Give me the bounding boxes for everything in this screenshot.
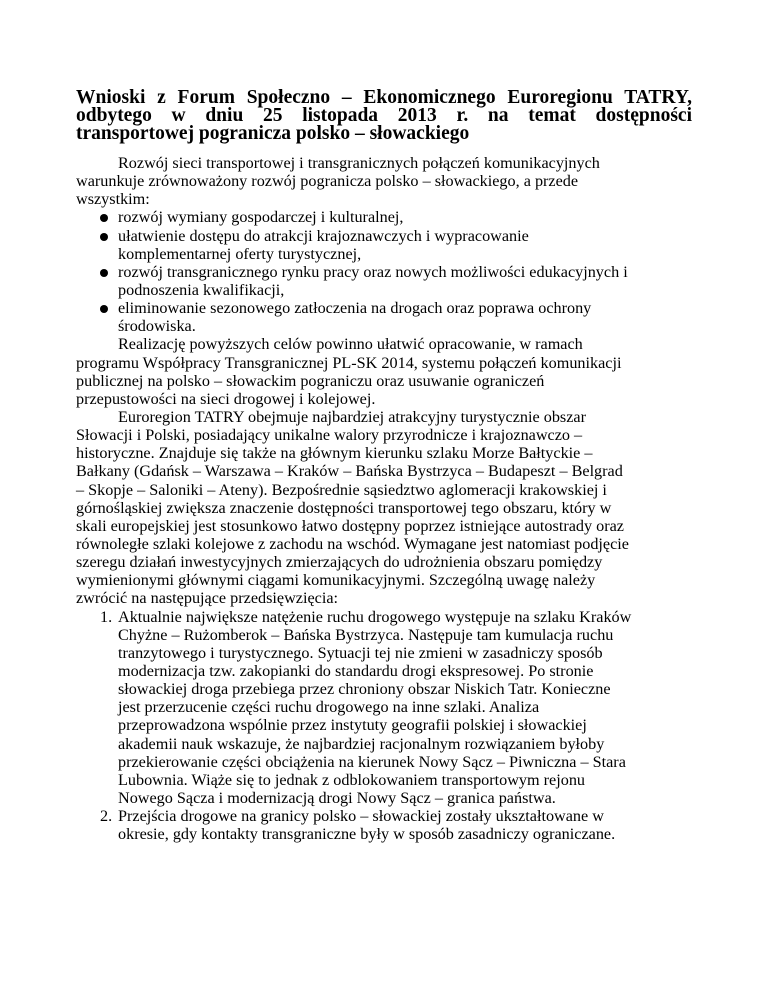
text-line: okresie, gdy kontakty transgraniczne były w sposób zasadniczy ograniczane. bbox=[118, 825, 616, 844]
bullet-icon bbox=[100, 305, 108, 313]
list-number: 1. bbox=[100, 607, 113, 626]
text-line: Chyżne – Rużomberok – Bańska Bystrzyca. Następuje tam kumulacja ruchu bbox=[118, 625, 614, 644]
text-line: słowackiej droga przebiega przez chroniony obszar Niskich Tatr. Konieczne bbox=[118, 680, 611, 699]
text-line: modernizacja tzw. zakopianki do standardu drogi ekspresowej. Po stronie bbox=[118, 661, 594, 680]
title-line: transportowej pogranicza polsko – słowackiego bbox=[76, 123, 470, 145]
text-line: Realizację powyższych celów powinno ułatwić opracowanie, w ramach bbox=[118, 335, 583, 354]
text-line: historyczne. Znajduje się także na głównym kierunku szlaku Morze Bałtyckie – bbox=[76, 444, 593, 463]
bullet-item bbox=[76, 227, 716, 263]
text-line: jest przerzucenie części ruchu drogowego na inne szlaki. Analiza bbox=[118, 698, 540, 717]
text-line: Aktualnie największe natężenie ruchu drogowego występuje na szlaku Kraków bbox=[118, 607, 632, 626]
intro-paragraph bbox=[76, 154, 716, 208]
text-line: ułatwienie dostępu do atrakcji krajoznawczych i wypracowanie bbox=[118, 226, 529, 245]
text-line: górnośląskiej zwiększa znaczenie dostępności transportowej tego obszaru, który w bbox=[76, 498, 612, 517]
bullet-item bbox=[76, 263, 716, 299]
text-line: równoległe szlaki kolejowe z zachodu na wschód. Wymagane jest natomiast podjęcie bbox=[76, 534, 629, 553]
text-line: Słowacji i Polski, posiadający unikalne walory przyrodnicze i krajoznawczo – bbox=[76, 426, 583, 445]
bullet-icon bbox=[100, 214, 108, 222]
euroregion-paragraph bbox=[76, 408, 716, 608]
text-line: przekierowanie części obciążenia na kierunek Nowy Sącz – Piwniczna – Stara bbox=[118, 752, 626, 771]
text-line: – Skopje – Saloniki – Ateny). Bezpośrednie sąsiedztwo aglomeracji krakowskiej i bbox=[76, 480, 607, 499]
title-line: odbytego w dniu 25 listopada 2013 r. na temat dostępności bbox=[76, 105, 692, 127]
text-line: Bałkany (Gdańsk – Warszawa – Kraków – Bańska Bystrzyca – Budapeszt – Belgrad bbox=[76, 462, 623, 481]
text-line: programu Współpracy Transgranicznej PL-SK 2014, systemu połączeń komunikacji bbox=[76, 353, 622, 372]
text-line: przeprowadzona wspólnie przez instytuty geografii polskiej i słowackiej bbox=[118, 716, 587, 735]
text-line: akademii nauk wskazuje, że najbardziej racjonalnym rozwiązaniem byłoby bbox=[118, 734, 605, 753]
text-line: przepustowości na sieci drogowej i kolejowej. bbox=[76, 389, 376, 408]
numbered-list bbox=[76, 608, 716, 844]
text-line: Nowego Sącza i modernizacją drogi Nowy Sącz – granica państwa. bbox=[118, 788, 556, 807]
text-line: wymienionymi głównymi ciągami komunikacyjnymi. Szczególną uwagę należy bbox=[76, 571, 596, 590]
text-line: rozwój wymiany gospodarczej i kulturalnej, bbox=[118, 208, 404, 227]
document-body bbox=[76, 154, 716, 843]
text-line: publicznej na polsko – słowackim pograniczu oraz usuwanie ograniczeń bbox=[76, 371, 545, 390]
list-number: 2. bbox=[100, 807, 113, 826]
bullet-list bbox=[76, 208, 716, 335]
text-line: wszystkim: bbox=[76, 190, 150, 209]
bullet-item bbox=[76, 299, 716, 335]
bullet-icon bbox=[100, 269, 108, 277]
text-line: zwrócić na następujące przedsięwzięcia: bbox=[76, 589, 338, 608]
text-line: tranzytowego i turystycznego. Sytuacji tej nie zmieni w zasadniczy sposób bbox=[118, 643, 603, 662]
realizacja-paragraph bbox=[76, 335, 716, 408]
bullet-icon bbox=[100, 233, 108, 241]
numbered-item bbox=[76, 608, 716, 808]
bullet-item bbox=[76, 208, 716, 226]
text-line: warunkuje zrównoważony rozwój pogranicza polsko – słowackiego, a przede bbox=[76, 172, 579, 191]
document-title bbox=[76, 86, 692, 145]
text-line: podnoszenia kwalifikacji, bbox=[118, 280, 285, 299]
text-line: rozwój transgranicznego rynku pracy oraz nowych możliwości edukacyjnych i bbox=[118, 262, 628, 281]
text-line: szeregu działań inwestycyjnych zmierzających do udrożnienia obszaru pomiędzy bbox=[76, 553, 603, 572]
text-line: skali europejskiej jest stosunkowo łatwo dostępny poprzez istniejące autostrady oraz bbox=[76, 516, 624, 535]
text-line: Przejścia drogowe na granicy polsko – słowackiej zostały ukształtowane w bbox=[118, 807, 604, 826]
numbered-item bbox=[76, 807, 716, 843]
text-line: eliminowanie sezonowego zatłoczenia na drogach oraz poprawa ochrony bbox=[118, 299, 592, 318]
text-line: Euroregion TATRY obejmuje najbardziej atrakcyjny turystycznie obszar bbox=[118, 407, 586, 426]
title-line: Wnioski z Forum Społeczno – Ekonomicznego Euroregionu TATRY, bbox=[76, 87, 692, 108]
text-line: środowiska. bbox=[118, 317, 196, 336]
text-line: komplementarnej oferty turystycznej, bbox=[118, 244, 362, 263]
text-line: Lubownia. Wiąże się to jednak z odblokowaniem transportowym rejonu bbox=[118, 770, 586, 789]
text-line: Rozwój sieci transportowej i transgranicznych połączeń komunikacyjnych bbox=[118, 154, 600, 172]
